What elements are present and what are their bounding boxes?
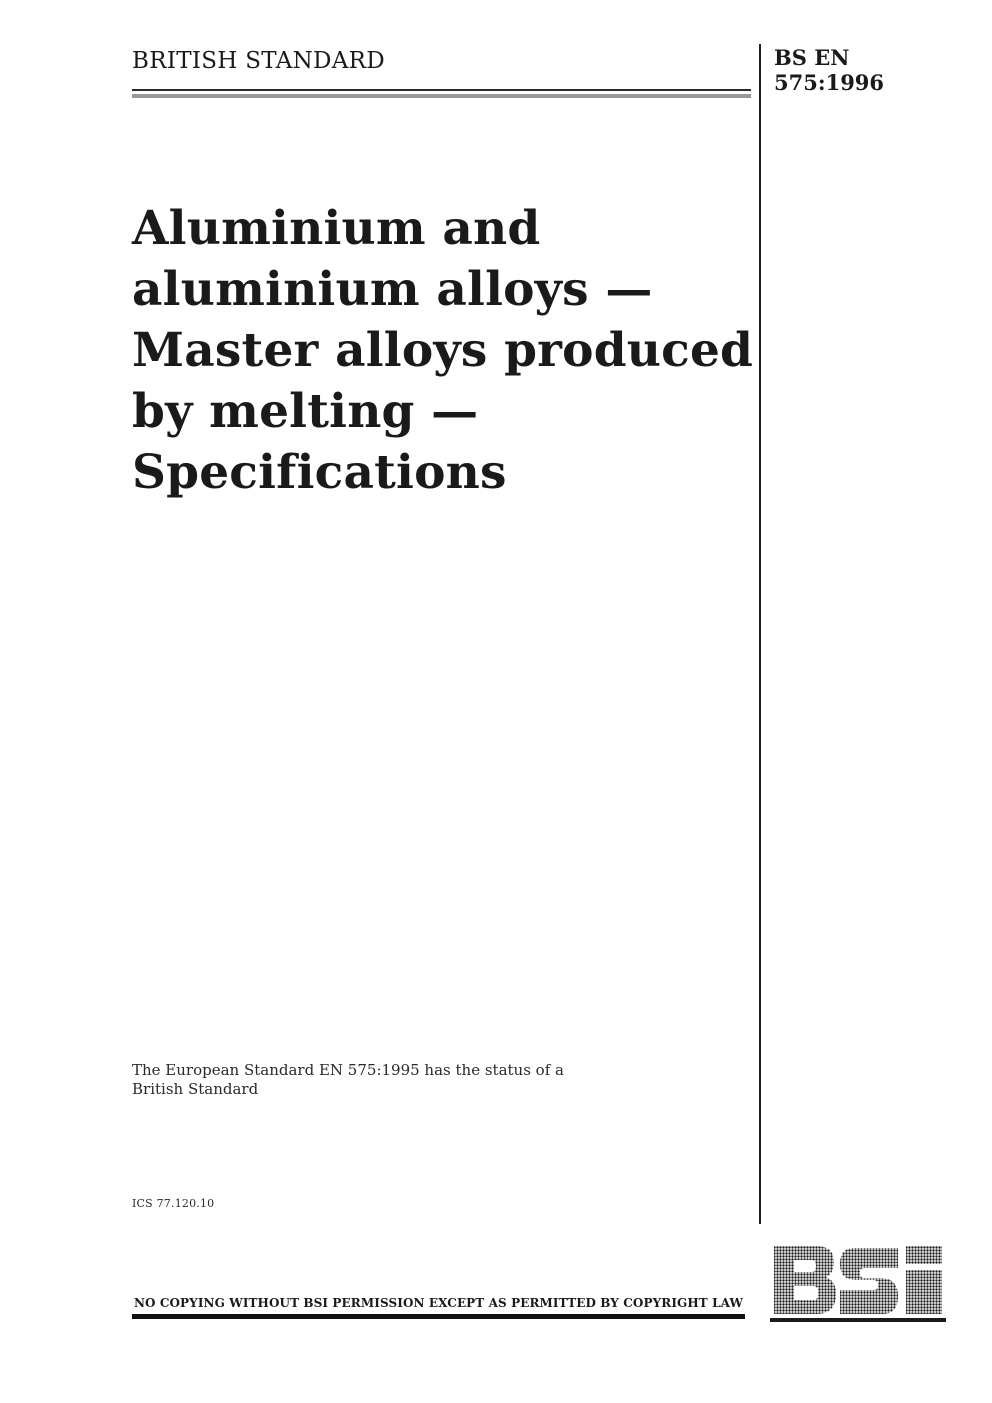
series-label: BRITISH STANDARD <box>132 48 386 74</box>
header-rule-thin <box>132 89 751 91</box>
footer-rule <box>132 1314 745 1319</box>
status-note-line: The European Standard EN 575:1995 has the status of a <box>132 1061 564 1079</box>
title-line: Specifications <box>132 445 507 500</box>
standard-number-line2: 575:1996 <box>774 70 885 95</box>
bsi-logo-icon <box>770 1240 946 1322</box>
standard-number <box>774 45 884 95</box>
status-note <box>132 1061 564 1099</box>
ics-code: ICS 77.120.10 <box>132 1197 215 1210</box>
header-rule-thick <box>132 94 751 98</box>
status-note-line: British Standard <box>132 1080 259 1098</box>
title-line: Aluminium and <box>132 201 541 256</box>
title-line: by melting — <box>132 384 479 439</box>
standard-number-line1: BS EN <box>774 45 850 70</box>
title-line: Master alloys produced <box>132 323 754 378</box>
column-divider <box>759 44 761 1224</box>
copyright-notice: NO COPYING WITHOUT BSI PERMISSION EXCEPT AS PERMITTED BY COPYRIGHT LAW <box>133 1296 744 1310</box>
document-title <box>132 198 752 503</box>
title-line: aluminium alloys — <box>132 262 653 317</box>
